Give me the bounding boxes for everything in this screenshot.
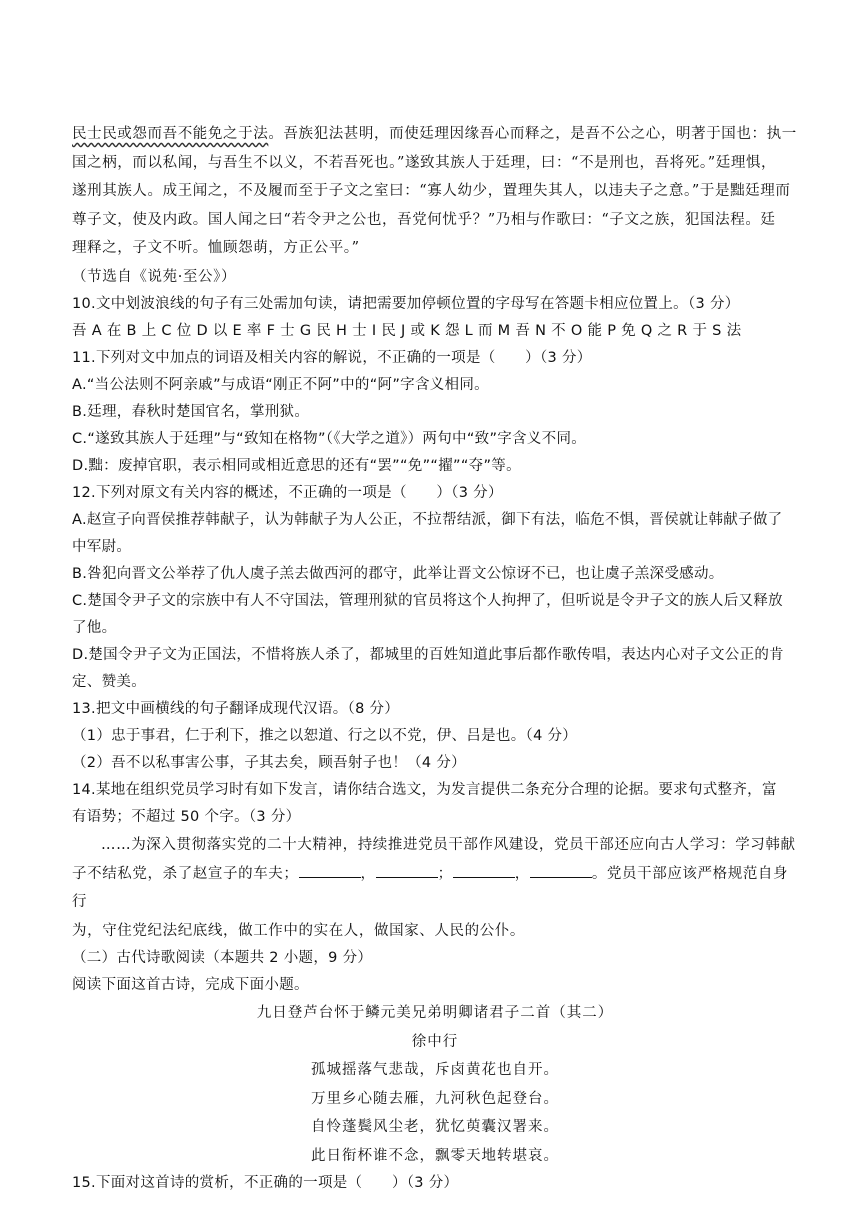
poem-line: 孤城摇落气悲哉，斥卤黄花也自开。 [311,1062,559,1078]
translation-item-1: （1）忠于事君，仁于利下，推之以恕道、行之以不党，伊、吕是也。（4 分） [72,728,578,744]
answer-blank[interactable] [376,863,438,878]
question-11 [72,345,798,480]
answer-blank[interactable] [530,863,592,878]
option-d: D.楚国令尹子文为正国法，不惜将族人杀了，都城里的百姓知道此事后都作歌传唱，表达内心对子文公正的肯 [72,647,784,663]
poem-author: 徐中行 [411,1033,459,1050]
question-stem: 14.某地在组织党员学习时有如下发言，请你结合选文，为发言提供二条充分合理的论据。要求句式整齐，富 [72,782,777,798]
section-title: （二）古代诗歌阅读（本题共 2 小题，9 分） [72,950,373,966]
answer-blank[interactable] [299,863,361,878]
speech-text [72,831,798,945]
option-a-cont: 中军尉。 [72,539,132,555]
question-12 [72,480,798,696]
option-b: B.廷理，春秋时楚国官名，掌刑狱。 [72,404,310,420]
option-d-cont: 定、赞美。 [72,674,146,690]
option-c-cont: 了他。 [72,620,117,636]
classical-passage [72,120,798,291]
exam-page [72,120,798,1197]
question-13 [72,696,798,777]
poem [72,999,798,1170]
poem-line: 万里乡心随去雁，九河秋色起登台。 [311,1090,559,1107]
question-stem-cont: 有语势；不超过 50 个字。（3 分） [72,809,301,825]
poem-line: 自怜蓬鬓风尘老，犹忆萸囊汉署来。 [311,1119,559,1135]
poem-title: 九日登芦台怀于鳞元美兄弟明卿诸君子二首（其二） [256,1005,614,1021]
question-stem: 13.把文中画横线的句子翻译成现代汉语。（8 分） [72,701,400,717]
question-stem: 15.下面对这首诗的赏析，不正确的一项是（ ）（3 分） [72,1175,459,1191]
option-b: B.咎犯向晋文公举荐了仇人虞子羔去做西河的郡守，此举让晋文公惊讶不已，也让虞子羔深受感动。 [72,566,724,582]
speech-line: 为，守住党纪法纪底线，做工作中的实在人，做国家、人民的公仆。 [72,922,525,939]
question-stem: 12.下列对原文有关内容的概述，不正确的一项是（ ）（3 分） [72,485,503,501]
passage-source: （节选自《说苑·至公》） [72,268,237,285]
section-intro: 阅读下面这首古诗，完成下面小题。 [72,977,309,993]
question-10 [72,291,798,345]
passage-line: 国之柄，而以私闻，与吾生不以义，不若吾死也。”遂致其族人于廷理，曰：“不是刑也，吾将死。”廷理惧， [72,154,777,171]
option-a: A.“当公法则不阿亲戚”与成语“刚正不阿”中的“阿”字含义相同。 [72,377,489,393]
option-c: C.楚国令尹子文的宗族中有人不守国法，管理刑狱的官员将这个人拘押了，但听说是令尹子文的族人后又释放 [72,593,783,609]
question-15 [72,1170,798,1197]
section-poetry [72,945,798,999]
translation-item-2: （2）吾不以私事害公事，子其去矣，顾吾射子也！（4 分） [72,755,466,771]
speech-line: 子不结私党，杀了赵宣子的车夫； ， ； ， 。党员干部应该严格规范自身行 [72,860,798,917]
passage-line: 理释之，子文不听。恤顾怨萌，方正公平。” [72,240,360,256]
question-14 [72,777,798,945]
punctuation-options: 吾 A 在 B 上 C 位 D 以 E 率 F 士 G 民 H 士 I 民 J 或 K 怨 L 而 M 吾 N 不 O 能 P 免 Q 之 R 于 S 法 [72,323,742,339]
speech-line: ……为深入贯彻落实党的二十大精神，持续推进党员干部作风建设，党员干部还应向古人学习：学习韩献 [101,837,796,853]
option-d: D.黜：废掉官职，表示相同或相近意思的还有“罢”“免”“擢”“夺”等。 [72,458,521,474]
passage-line: 民士民或怨而吾不能免之于法。吾族犯法甚明，而使廷理因缘吾心而释之，是吾不公之心，明著于国也：执一 [72,126,797,142]
answer-blank[interactable] [453,863,515,878]
passage-line: 遂刑其族人。成王闻之，不及履而至于子文之室曰：“寡人幼少，置理失其人，以违夫子之意。”于是黜廷理而 [72,183,791,199]
poem-line: 此日衔杯谁不念，飘零天地转堪哀。 [311,1147,559,1164]
passage-line: 尊子文，使及内政。国人闻之曰“若令尹之公也，吾党何忧乎？”乃相与作歌曰：“子文之族，犯国法程。廷 [72,211,776,228]
question-stem: 11.下列对文中加点的词语及相关内容的解说，不正确的一项是（ ）（3 分） [72,350,592,366]
option-a: A.赵宣子向晋侯推荐韩献子，认为韩献子为人公正，不拉帮结派，御下有法，临危不惧，晋侯就让韩献子做了 [72,512,783,528]
question-stem: 10.文中划波浪线的句子有三处需加句读，请把需要加停顿位置的字母写在答题卡相应位置上。（3 分） [72,296,740,312]
wavy-underlined-sentence: 民士民或怨而吾不能免之于法 [72,126,269,142]
option-c: C.“遂致其族人于廷理”与“致知在格物”（《大学之道》）两句中“致”字含义不同。 [72,431,587,447]
